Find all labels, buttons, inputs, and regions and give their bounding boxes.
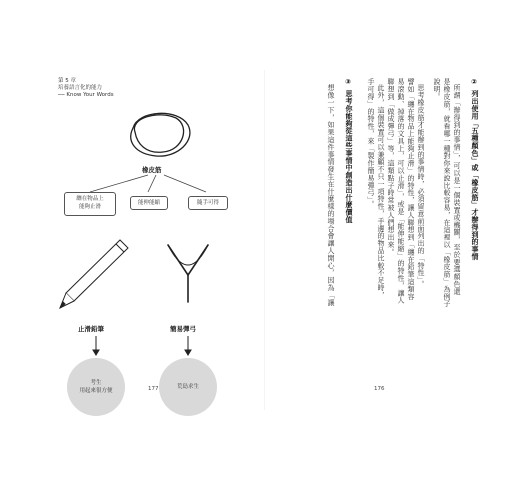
outcome-right-text: 荒島求生	[176, 384, 199, 390]
book-gutter	[264, 70, 265, 410]
left-page	[38, 70, 263, 410]
book-spread	[38, 70, 488, 410]
para-b-line-3: 易滾動、掉落的文具上，可以止滑」，或是「能伸能縮」的特性，讓人	[397, 78, 405, 304]
chapter-label: 第 5 章	[58, 78, 76, 84]
outcome-circle-left	[67, 358, 125, 416]
chapter-title: 培養語言化的能力	[58, 85, 103, 91]
feature-box-non-slip: 纏在物品上 能夠止滑	[64, 192, 116, 216]
connector-feature-2	[148, 175, 156, 192]
section-2-marker: ②	[470, 78, 478, 86]
connector-feature-1	[90, 175, 148, 192]
right-page	[266, 70, 488, 410]
section-2-heading: 列出使用「五種顏色」或「橡皮筋」才辦得到的事情	[471, 90, 479, 261]
para-c-line-1: 想像一下，如果這件事情發生在什麼樣的場合會讓人開心，因為「讓	[327, 84, 335, 306]
branch-left-label: 止滑鉛筆	[78, 325, 104, 333]
slingshot-band	[168, 245, 208, 265]
outcome-circle-right	[159, 358, 217, 416]
para-a-line-2: 是橡皮筋，就看哪一種對你來說比較容易，在這裡以「橡皮筋」為例子	[443, 78, 451, 308]
pencil-illustration	[60, 240, 128, 308]
para-a-line-1: 所謂「辦得到的事情」，可以是一個裝置或機關，至於要選顏色還	[453, 84, 461, 296]
page-number-right: 176	[374, 386, 385, 392]
outcome-left-text: 考生 用起來很方便	[79, 380, 113, 394]
arrow-right-head	[185, 350, 191, 355]
para-b-line-1: 思考橡皮筋才能辦到的事情時，必須留意前面列出的「特性」。	[417, 84, 425, 288]
feature-box-stretch: 能伸能縮	[130, 196, 168, 210]
rubber-band-illustration	[131, 113, 190, 156]
arrow-left-head	[93, 350, 99, 355]
branch-right-label: 簡易彈弓	[170, 325, 196, 333]
para-b-line-4: 聯想到「做成彈弓」等，這類點子時常被人們想出來。	[387, 78, 395, 256]
para-b-line-6: 手可得」的特性，來「製作簡易彈弓」。	[367, 78, 375, 208]
rubber-band-loop-inner	[134, 115, 183, 152]
center-label: 橡皮筋	[142, 166, 162, 174]
para-b-line-2: 譬如「纏在物品上能夠止滑」的特性，讓人聯想到「纏在鉛筆這類容	[407, 78, 415, 300]
section-3-marker: ③	[344, 78, 352, 86]
section-3-heading: 思考你能夠從這些事情中創造出什麼價值	[345, 90, 353, 224]
feature-box-available: 隨手可得	[188, 196, 228, 210]
rubber-band-diagram	[38, 70, 263, 410]
slingshot-illustration	[168, 245, 208, 302]
connector-feature-3	[164, 175, 206, 192]
chapter-subtitle: ── Know Your Words	[58, 92, 114, 98]
para-a-line-3: 說明。	[433, 78, 441, 101]
page-number-left: 177	[148, 386, 159, 392]
pencil-body	[66, 240, 128, 301]
para-b-line-5: 此外，這個裝置可以兼顧不只一項特性，手邊的物品比較不足時，	[377, 84, 385, 299]
